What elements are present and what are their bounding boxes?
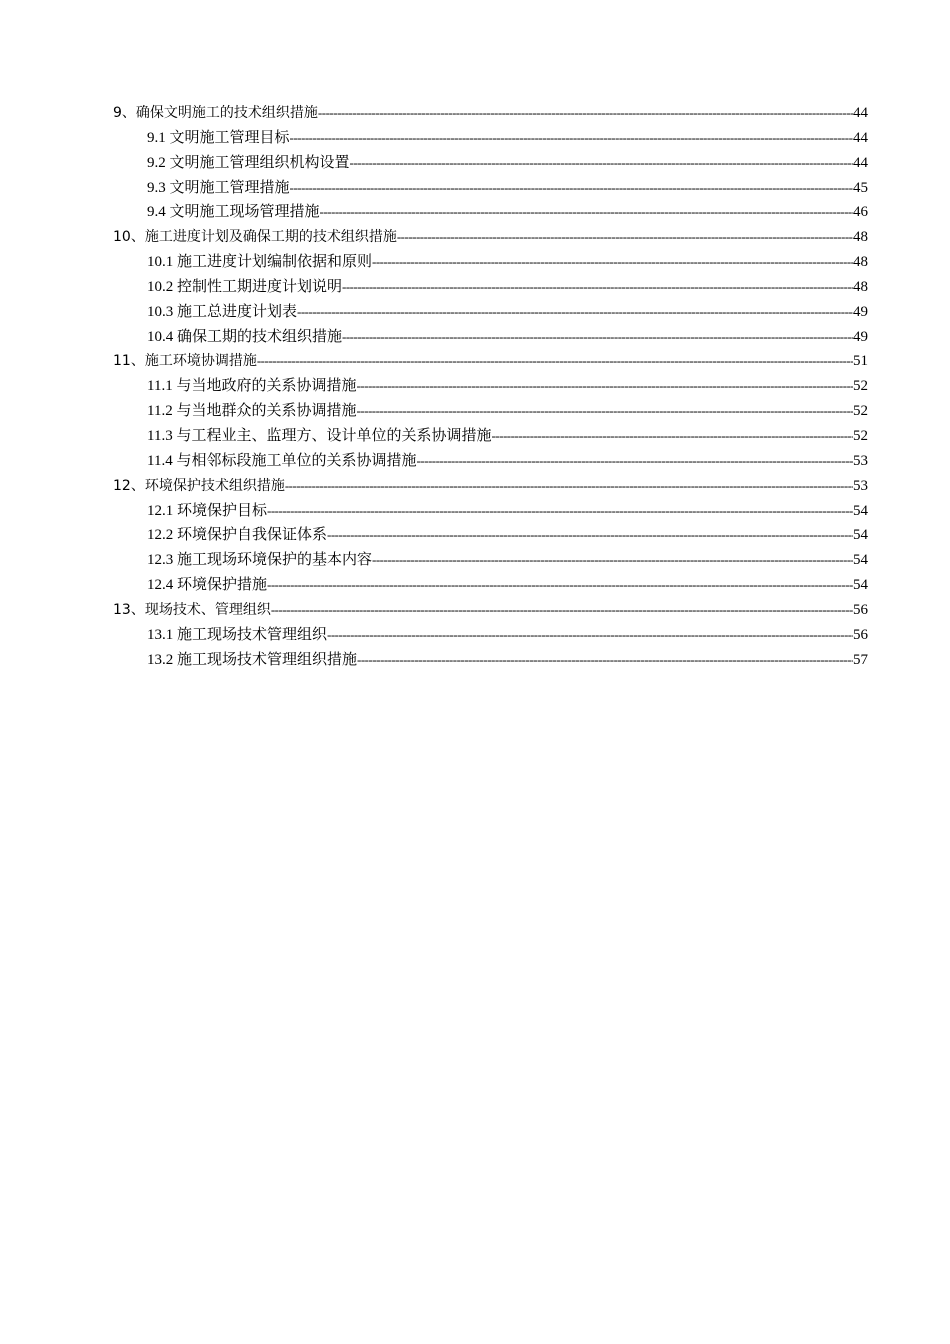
toc-entry-page-number: 49 xyxy=(853,303,868,320)
toc-entry-page-number: 56 xyxy=(853,601,868,618)
toc-entry-title: 11.2 与当地群众的关系协调措施 xyxy=(147,403,357,420)
toc-dot-leader xyxy=(267,499,853,524)
toc-entry-title: 11.1 与当地政府的关系协调措施 xyxy=(147,378,357,395)
toc-section-entry[interactable] xyxy=(113,499,868,524)
toc-entry-title: 9.3 文明施工管理措施 xyxy=(147,179,290,196)
toc-dot-leader xyxy=(318,101,853,126)
toc-section-entry[interactable] xyxy=(113,250,868,275)
toc-dot-leader xyxy=(271,598,853,623)
toc-entry-title: 10.3 施工总进度计划表 xyxy=(147,303,298,320)
toc-dot-leader xyxy=(290,176,853,201)
toc-dot-leader xyxy=(342,275,853,300)
toc-entry-page-number: 54 xyxy=(853,577,868,594)
toc-dot-leader xyxy=(257,349,853,374)
toc-section-entry[interactable] xyxy=(113,300,868,325)
toc-entry-page-number: 53 xyxy=(853,452,868,469)
toc-entry-page-number: 44 xyxy=(853,154,868,171)
toc-entry-title: 9、确保文明施工的技术组织措施 xyxy=(113,105,318,121)
toc-dot-leader xyxy=(357,648,853,673)
toc-entry-title: 12.1 环境保护目标 xyxy=(147,502,268,519)
toc-section-entry[interactable] xyxy=(113,399,868,424)
toc-chapter-entry[interactable] xyxy=(113,598,868,623)
toc-entry-page-number: 48 xyxy=(853,229,868,246)
toc-entry-title: 9.1 文明施工管理目标 xyxy=(147,129,290,146)
toc-dot-leader xyxy=(327,623,853,648)
toc-section-entry[interactable] xyxy=(113,523,868,548)
toc-entry-title: 11、施工环境协调措施 xyxy=(113,353,257,370)
toc-entry-page-number: 54 xyxy=(853,552,868,569)
toc-dot-leader xyxy=(285,474,853,499)
toc-entry-title: 11.3 与工程业主、监理方、设计单位的关系协调措施 xyxy=(147,427,492,444)
toc-entry-page-number: 44 xyxy=(853,105,868,121)
toc-entry-page-number: 54 xyxy=(853,502,868,519)
toc-entry-page-number: 45 xyxy=(853,179,868,196)
toc-entry-title: 11.4 与相邻标段施工单位的关系协调措施 xyxy=(147,452,417,469)
toc-entry-title: 10.1 施工进度计划编制依据和原则 xyxy=(147,254,373,271)
toc-dot-leader xyxy=(372,548,853,573)
toc-entry-page-number: 52 xyxy=(853,378,868,395)
toc-entry-page-number: 48 xyxy=(853,254,868,271)
toc-dot-leader xyxy=(350,151,853,176)
toc-dot-leader xyxy=(416,449,853,474)
toc-entry-title: 10、施工进度计划及确保工期的技术组织措施 xyxy=(113,229,397,246)
toc-chapter-entry[interactable] xyxy=(113,474,868,499)
toc-section-entry[interactable] xyxy=(113,449,868,474)
toc-dot-leader xyxy=(491,424,853,449)
toc-entry-title: 10.2 控制性工期进度计划说明 xyxy=(147,278,343,295)
toc-section-entry[interactable] xyxy=(113,424,868,449)
toc-entry-title: 9.4 文明施工现场管理措施 xyxy=(147,204,320,221)
toc-section-entry[interactable] xyxy=(113,126,868,151)
toc-dot-leader xyxy=(356,374,853,399)
toc-section-entry[interactable] xyxy=(113,374,868,399)
toc-dot-leader xyxy=(320,200,853,225)
toc-entry-page-number: 48 xyxy=(853,278,868,295)
toc-entry-title: 9.2 文明施工管理组织机构设置 xyxy=(147,154,350,171)
toc-dot-leader xyxy=(327,523,853,548)
toc-entry-title: 13.2 施工现场技术管理组织措施 xyxy=(147,651,358,668)
toc-dot-leader xyxy=(356,399,853,424)
toc-entry-title: 12、环境保护技术组织措施 xyxy=(113,477,285,494)
toc-section-entry[interactable] xyxy=(113,325,868,350)
toc-entry-title: 12.4 环境保护措施 xyxy=(147,577,268,594)
toc-section-entry[interactable] xyxy=(113,176,868,201)
toc-section-entry[interactable] xyxy=(113,151,868,176)
toc-entry-title: 13.1 施工现场技术管理组织 xyxy=(147,626,328,643)
toc-entry-title: 10.4 确保工期的技术组织措施 xyxy=(147,328,343,345)
toc-entry-page-number: 51 xyxy=(853,353,868,370)
toc-entry-page-number: 54 xyxy=(853,527,868,544)
toc-entry-page-number: 53 xyxy=(853,477,868,494)
toc-dot-leader xyxy=(297,300,853,325)
toc-entry-page-number: 56 xyxy=(853,626,868,643)
toc-entry-page-number: 44 xyxy=(853,129,868,146)
toc-entry-title: 13、现场技术、管理组织 xyxy=(113,601,271,618)
toc-chapter-entry[interactable] xyxy=(113,225,868,250)
toc-entry-page-number: 49 xyxy=(853,328,868,345)
table-of-contents xyxy=(113,101,868,672)
toc-dot-leader xyxy=(342,325,853,350)
toc-entry-title: 12.2 环境保护自我保证体系 xyxy=(147,527,328,544)
toc-dot-leader xyxy=(290,126,853,151)
toc-entry-page-number: 52 xyxy=(853,427,868,444)
toc-entry-page-number: 57 xyxy=(853,651,868,668)
toc-entry-title: 12.3 施工现场环境保护的基本内容 xyxy=(147,552,373,569)
toc-section-entry[interactable] xyxy=(113,573,868,598)
toc-dot-leader xyxy=(372,250,853,275)
toc-dot-leader xyxy=(267,573,853,598)
toc-section-entry[interactable] xyxy=(113,200,868,225)
toc-dot-leader xyxy=(397,225,853,250)
toc-section-entry[interactable] xyxy=(113,648,868,673)
toc-section-entry[interactable] xyxy=(113,548,868,573)
toc-entry-page-number: 46 xyxy=(853,204,868,221)
toc-chapter-entry[interactable] xyxy=(113,349,868,374)
toc-chapter-entry[interactable] xyxy=(113,101,868,126)
toc-section-entry[interactable] xyxy=(113,623,868,648)
toc-section-entry[interactable] xyxy=(113,275,868,300)
toc-entry-page-number: 52 xyxy=(853,403,868,420)
